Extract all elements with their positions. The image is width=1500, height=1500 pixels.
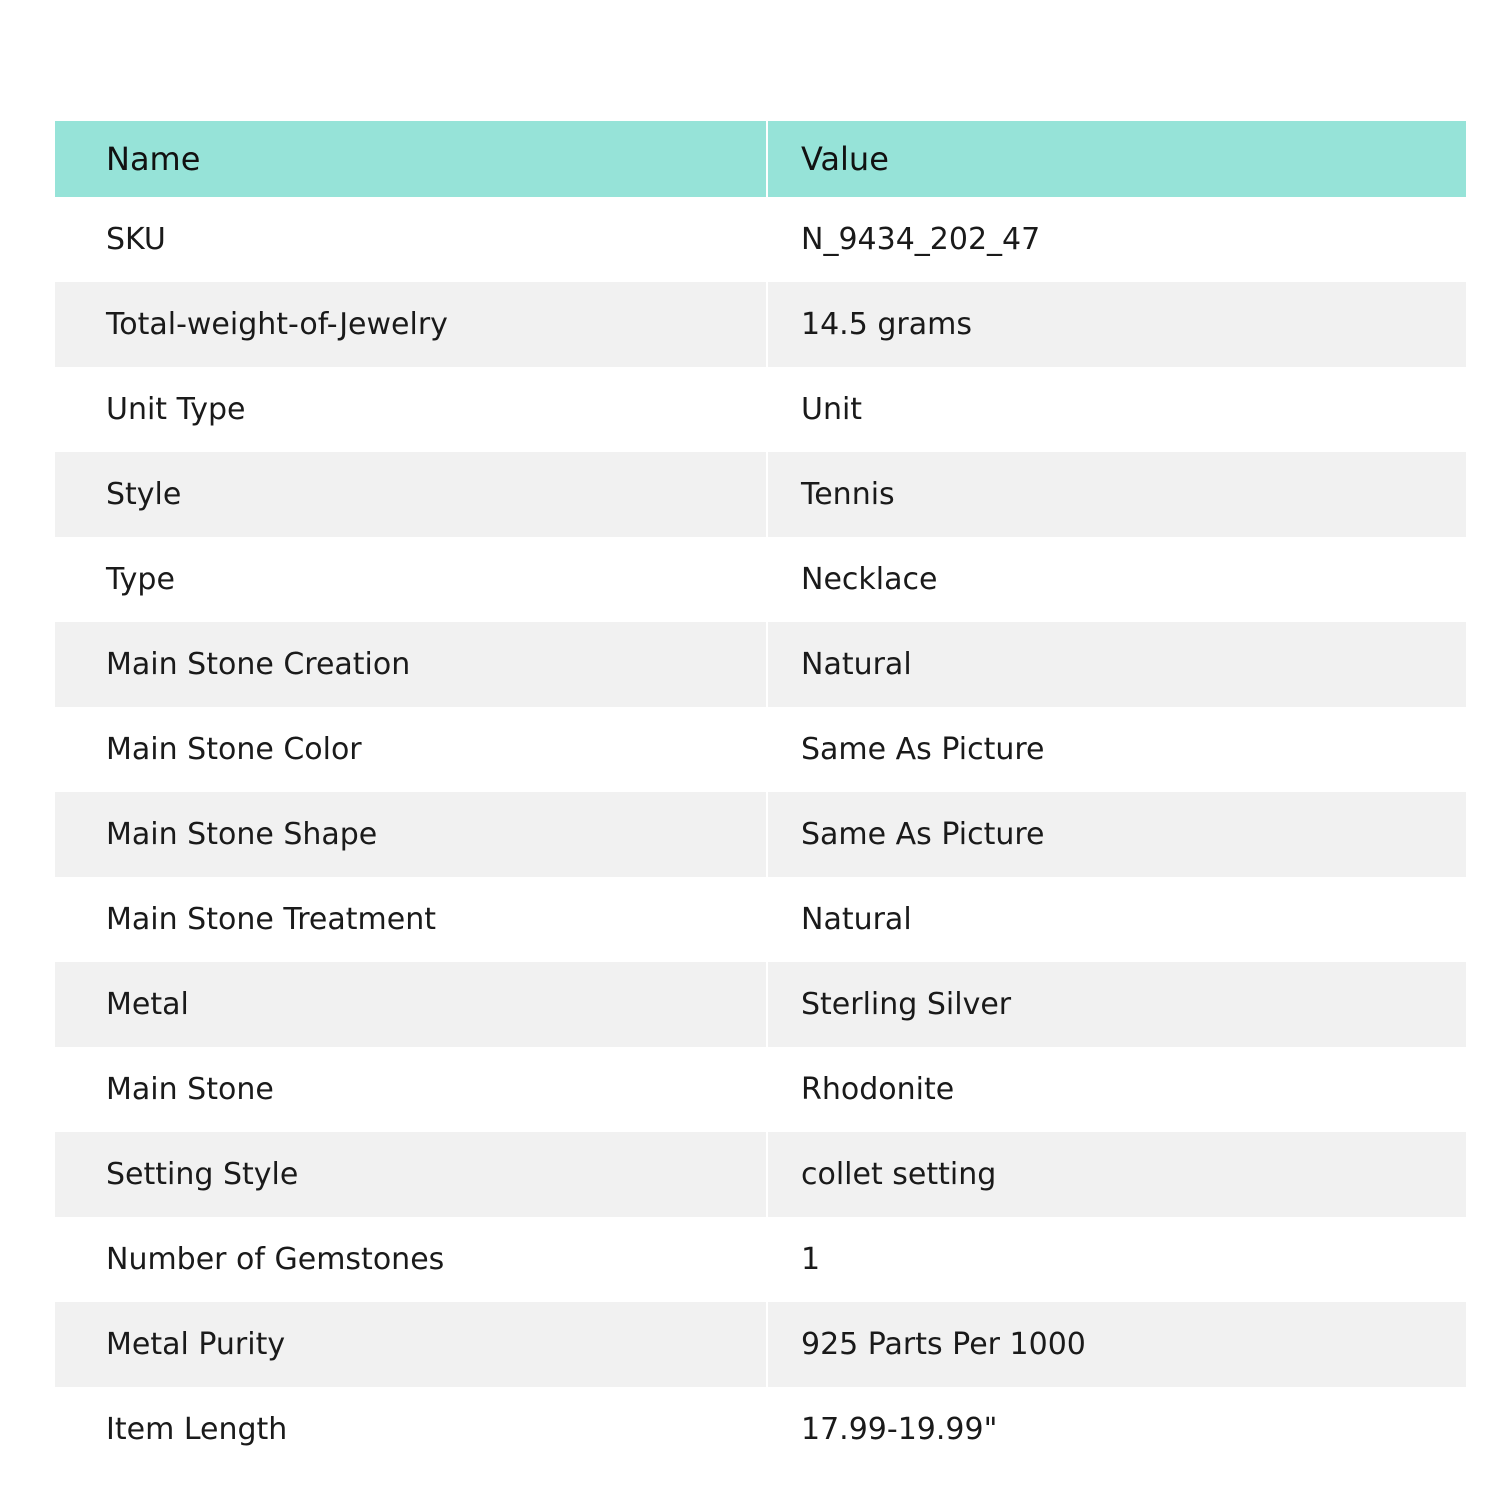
row-value-cell: 14.5 grams (768, 282, 1466, 367)
row-value-cell: 17.99-19.99" (768, 1387, 1466, 1472)
row-value-cell: Natural (768, 622, 1466, 707)
table-row (55, 537, 1466, 622)
table-row (55, 452, 1466, 537)
row-value-cell: Unit (768, 367, 1466, 452)
row-name-cell: SKU (55, 197, 766, 282)
row-value-cell: Necklace (768, 537, 1466, 622)
row-name-cell: Main Stone Creation (55, 622, 766, 707)
table-row (55, 707, 1466, 792)
table-header-row (55, 121, 1466, 197)
row-value-cell: 1 (768, 1217, 1466, 1302)
row-name-cell: Total-weight-of-Jewelry (55, 282, 766, 367)
row-value-cell: Sterling Silver (768, 962, 1466, 1047)
table-row (55, 962, 1466, 1047)
row-name-cell: Type (55, 537, 766, 622)
row-value-cell: Same As Picture (768, 792, 1466, 877)
column-header-value: Value (768, 121, 1466, 197)
row-name-cell: Unit Type (55, 367, 766, 452)
table-row (55, 1302, 1466, 1387)
row-name-cell: Setting Style (55, 1132, 766, 1217)
row-value-cell: Tennis (768, 452, 1466, 537)
row-name-cell: Main Stone Color (55, 707, 766, 792)
table-row (55, 197, 1466, 282)
table-row (55, 877, 1466, 962)
row-name-cell: Number of Gemstones (55, 1217, 766, 1302)
column-header-name: Name (55, 121, 766, 197)
row-name-cell: Main Stone Treatment (55, 877, 766, 962)
table-row (55, 1217, 1466, 1302)
row-value-cell: Natural (768, 877, 1466, 962)
table-row (55, 622, 1466, 707)
row-name-cell: Main Stone (55, 1047, 766, 1132)
row-name-cell: Item Length (55, 1387, 766, 1472)
row-name-cell: Metal Purity (55, 1302, 766, 1387)
row-name-cell: Main Stone Shape (55, 792, 766, 877)
row-name-cell: Metal (55, 962, 766, 1047)
row-value-cell: 925 Parts Per 1000 (768, 1302, 1466, 1387)
table-row (55, 1047, 1466, 1132)
table-row (55, 1132, 1466, 1217)
row-value-cell: Rhodonite (768, 1047, 1466, 1132)
table-row (55, 367, 1466, 452)
row-value-cell: N_9434_202_47 (768, 197, 1466, 282)
row-value-cell: Same As Picture (768, 707, 1466, 792)
table-row (55, 1387, 1466, 1472)
table-row (55, 282, 1466, 367)
row-value-cell: collet setting (768, 1132, 1466, 1217)
row-name-cell: Style (55, 452, 766, 537)
product-spec-table (55, 121, 1466, 1472)
table-row (55, 792, 1466, 877)
